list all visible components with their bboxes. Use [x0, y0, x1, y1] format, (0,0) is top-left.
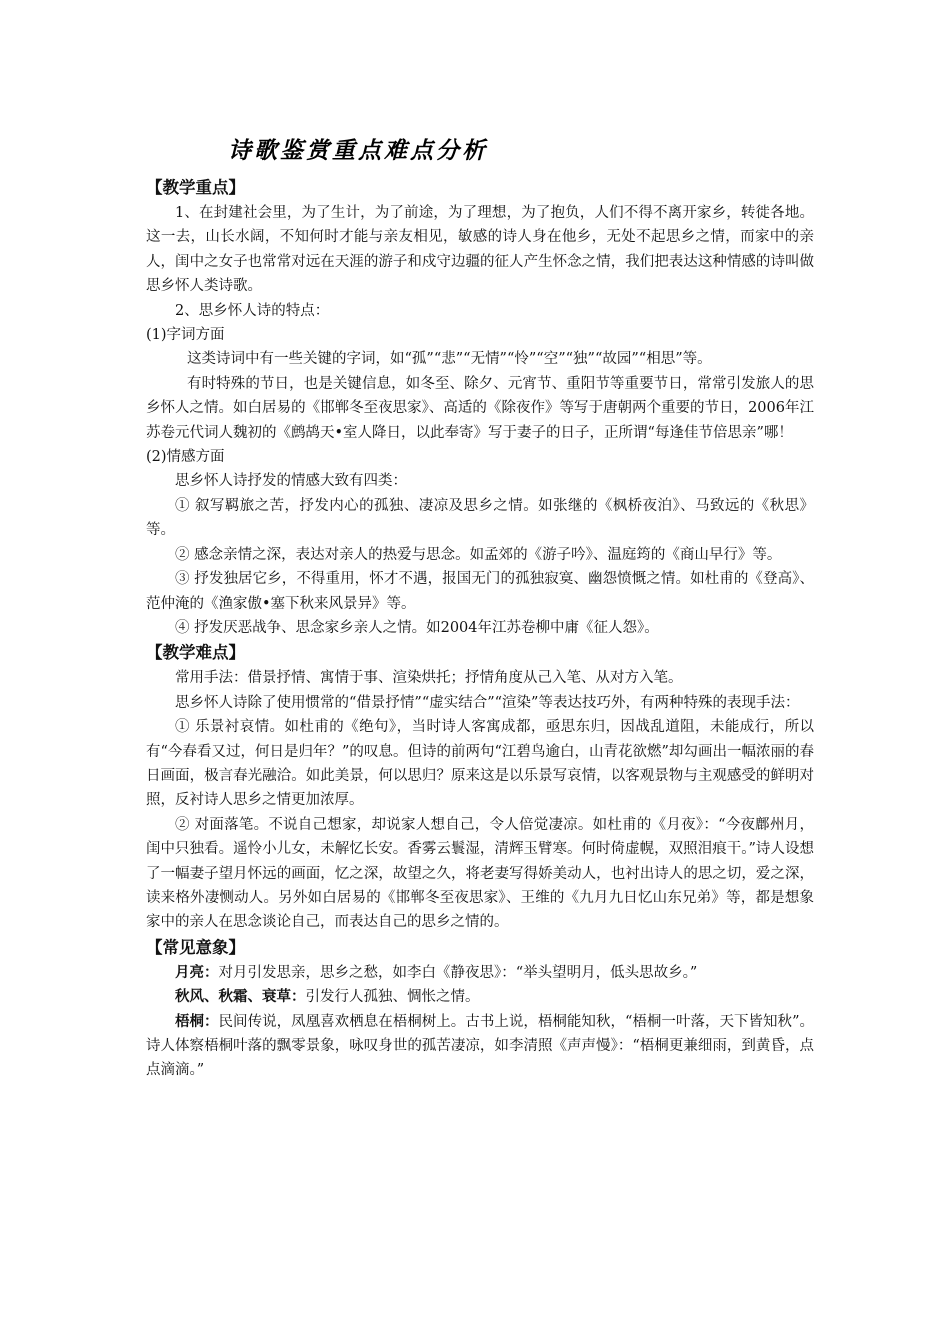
list-item: ② 对面落笔。不说自己想家，却说家人想自己，令人倍觉凄凉。如杜甫的《月夜》：“今夜鄜州月，闺中只独看。遥怜小儿女，未解忆长安。香雾云鬟湿，清辉玉臂寒。何时倚虚幌，双照泪痕干。”诗人设想了一幅妻子望月怀远的画面，忆之深，故望之久，将老妻写得娇美动人，也衬出诗人的思之切，爱之深，读来格外凄恻动人。另外如白居易的《邯郸冬至夜思家》、王维的《九月九日忆山东兄弟》等，都是想象家中的亲人在思念谈论自己，而表达自己的思乡之情的。	[146, 816, 814, 931]
imagery-term: 秋风、秋霜、衰草：	[175, 988, 306, 1006]
paragraph: 思乡怀人诗抒发的情感大致有四类：	[175, 473, 407, 490]
list-item: ③ 抒发独居它乡，不得重用，怀才不遇，报国无门的孤独寂寞、幽怨愤慨之情。如杜甫的《登高》、范仲淹的《渔家傲•塞下秋来风景异》等。	[146, 571, 814, 612]
imagery-item-autumn	[146, 985, 814, 1009]
paragraph: 2、思乡怀人诗的特点：	[175, 302, 330, 319]
imagery-text: 引发行人孤独、惆怅之情。	[305, 989, 480, 1006]
imagery-text: 民间传说，凤凰喜欢栖息在梧桐树上。古书上说，梧桐能知秋，“梧桐一叶落，天下皆知秋”。诗人体察梧桐叶落的飘零景象，咏叹身世的孤苦凄凉，如李清照《声声慢》：“梧桐更兼细雨，到黄昏，点点滴滴。”	[146, 1013, 814, 1079]
document-title: 诗歌鉴赏重点难点分析	[228, 137, 488, 164]
list-item: ① 乐景衬哀情。如杜甫的《绝句》，当时诗人客寓成都，亟思东归，因战乱道阻，未能成行，所以有“今春看又过，何日是归年？”的叹息。但诗的前两句“江碧鸟逾白，山青花欲燃”却勾画出一幅浓丽的春日画面，极言春光融洽。如此美景，何以思归？原来这是以乐景写哀情，以客观景物与主观感受的鲜明对照，反衬诗人思乡之情更加浓厚。	[146, 719, 814, 809]
list-item: ④ 抒发厌恶战争、思念家乡亲人之情。如2004年江苏卷柳中庸《征人怨》。	[175, 619, 659, 636]
paragraph: 思乡怀人诗除了使用惯常的“借景抒情”“虚实结合”“渲染”等表达技巧外，有两种特殊的表现手法：	[175, 694, 800, 711]
section-heading-imagery: 【常见意象】	[146, 937, 245, 957]
list-item: ② 感念亲情之深，表达对亲人的热爱与思念。如孟郊的《游子吟》、温庭筠的《商山早行》等。	[175, 546, 782, 563]
paragraph: 这类诗词中有一些关键的字词，如“孤”“悲”“无情”“怜”“空”“独”“故园”“相思”等。	[187, 351, 712, 368]
document-body	[146, 175, 814, 1083]
imagery-term: 月亮：	[175, 963, 219, 981]
paragraph: 有时特殊的节日，也是关键信息，如冬至、除夕、元宵节、重阳节等重要节日，常常引发旅人的思乡怀人之情。如白居易的《邯郸冬至夜思家》、高适的《除夜作》等写于唐朝两个重要的节日，2006年江苏卷元代词人魏初的《鹧鸪天•室人降日，以此奉寄》写于妻子的日子，正所谓“每逢佳节倍思亲”哪！	[146, 375, 814, 441]
section-heading-key-points: 【教学重点】	[146, 178, 245, 197]
paragraph: 1、在封建社会里，为了生计，为了前途，为了理想，为了抱负，人们不得不离开家乡，转徙各地。这一去，山长水阔，不知何时才能与亲友相见，敏感的诗人身在他乡，无处不起思乡之情，而家中的亲人，闺中之女子也常常对远在天涯的游子和戍守边疆的征人产生怀念之情，我们把表达这种情感的诗叫做思乡怀人类诗歌。	[146, 205, 814, 295]
section-heading-difficulties: 【教学难点】	[146, 643, 245, 663]
subheading: (2)情感方面	[146, 449, 225, 466]
imagery-term: 梧桐：	[175, 1012, 219, 1030]
imagery-item-moon	[146, 961, 814, 985]
imagery-text: 对月引发思亲，思乡之愁，如李白《静夜思》：“举头望明月，低头思故乡。”	[218, 964, 698, 981]
paragraph: 常用手法：借景抒情、寓情于事、渲染烘托；抒情角度从己入笔、从对方入笔。	[175, 670, 683, 687]
subheading: (1)字词方面	[146, 327, 225, 344]
list-item: ① 叙写羁旅之苦，抒发内心的孤独、凄凉及思乡之情。如张继的《枫桥夜泊》、马致远的《秋思》等。	[146, 497, 814, 539]
imagery-item-wutong	[146, 1010, 814, 1083]
